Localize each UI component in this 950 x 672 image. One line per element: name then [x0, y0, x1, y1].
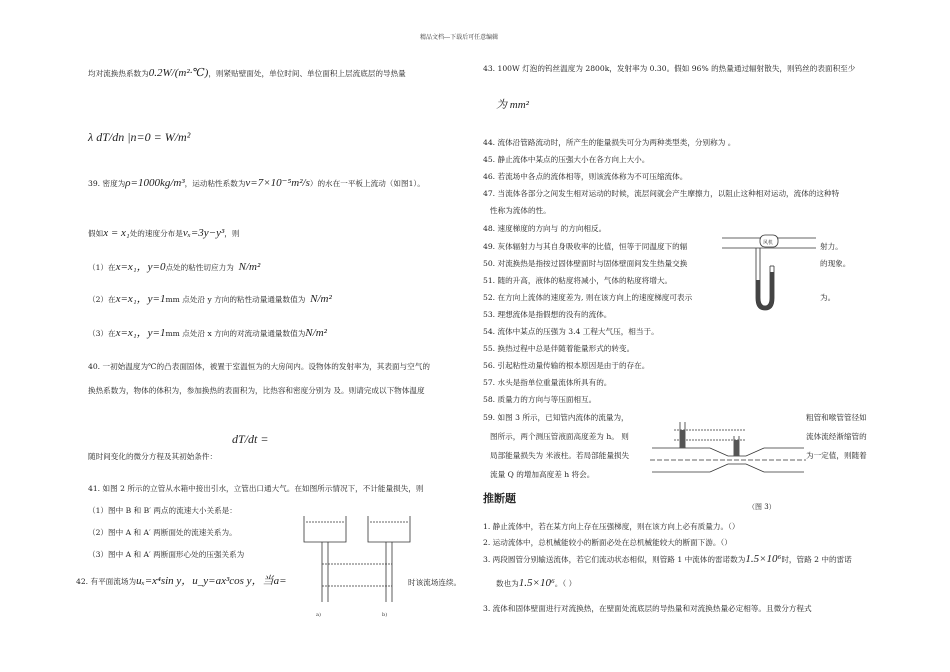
question-59-line4: 流量 Q 的增加高度差 h 将会。 [490, 470, 595, 479]
line-heat-coeff: 均对流换热系数为0.2W/(m²·℃)，则紧贴壁面处，单位时间、单位面积上层流底层的导热量 [88, 67, 406, 79]
fan-label: 风机 [763, 240, 774, 246]
question-40-line2: 换热系数为，物体的体积为，参加换热的表面积为，比热容和密度分别为 及。则请完成以下物体温度 [88, 386, 425, 395]
question-47-line1: 47. 当流体各部分之间发生相对运动的时候，流层间就会产生摩擦力，以阻止这种相对运动，流体的这种特 [483, 189, 840, 198]
figure-2a-label: a) [316, 612, 321, 618]
question-59-right2: 流体流经渐缩管的 [806, 432, 867, 441]
math-h-value: 0.2W/(m²·℃) [148, 67, 209, 79]
question-53: 53. 理想流体是指假想的没有的流体。 [483, 310, 612, 319]
question-41-sub2: （2）图中 A 和 A′ 两断面处的流速关系为。 [88, 528, 237, 537]
judge-3-line1: 3. 两段圆管分别输送流体，若它们流动状态相似，则管路 1 中流体的雷诺数为1.5×10⁶时，管路 2 中的雷诺 [483, 553, 852, 565]
section-heading-judgement: 推断题 [483, 492, 516, 505]
question-42-end: 时该流场连续。 [408, 578, 462, 587]
question-39-sub3: （3）在x=x₁，y=1mm 点处沿 x 方向的对流动量通量数值为N/m² [88, 327, 327, 339]
question-59-right3: 为一定值，则随着 [806, 451, 867, 460]
question-49-end: 射力。 [820, 242, 843, 251]
formula-heat-flux: λ dT/dn |n=0 = W/m² [88, 130, 191, 144]
figure-2-tanks [302, 506, 414, 618]
question-46: 46. 若流场中各点的流体相等，则该流体称为不可压缩流体。 [483, 172, 688, 181]
question-59-line1: 59. 如图 3 所示，已知管内流体的流量为， [483, 413, 629, 422]
figure-2b-label: b) [382, 612, 388, 618]
judge-1: 1. 静止流体中，若在某方向上存在压强梯度，则在该方向上必有质量力。（） [483, 522, 740, 531]
question-39-sub1: （1）在x=x₁，y=0点处的粘性切应力为 N/m² [88, 261, 261, 273]
question-55: 55. 换热过程中总是伴随着能量形式的转变。 [483, 344, 635, 353]
question-50-end: 的现象。 [820, 259, 851, 268]
question-42: 42. 有平面流场为uₓ=x⁴sin y，u_y=ax³cos y，当a= [76, 575, 287, 587]
question-50: 50. 对流换热是指按过固体壁面时与固体壁面间发生热量交换 [483, 259, 688, 268]
question-39-sub2: （2）在x=x₁，y=1mm 点处沿 y 方向的粘性动量通量数值为 N/m² [88, 293, 332, 305]
question-43-answer-unit: 为 mm² [496, 99, 529, 111]
question-40-line3: 随时间变化的微分方程及其初始条件： [88, 452, 218, 461]
question-43: 43. 100W 灯泡的钨丝温度为 2800k，发射率为 0.30。假如 96% 的热量通过辐射散失，则钨丝的表面积至少 [483, 64, 856, 73]
question-41: 41. 如图 2 所示的立管从水箱中接出引水，立管出口通大气。在如图所示情况下，不计能量损失，则 [88, 484, 424, 493]
question-41-sub1: （1）图中 B 和 B′ 两点的流速大小关系是： [88, 506, 237, 515]
question-58: 58. 质量力的方向与等压面相互。 [483, 395, 597, 404]
page-header: 精品文档---下载后可任意编辑 [420, 34, 499, 41]
question-48: 48. 速度梯度的方向与 的方向相反。 [483, 224, 607, 233]
question-59-line3: 局部能量损失为 米液柱。若局部能量损失 [490, 451, 630, 460]
judge-4: 3. 流体和固体壁面进行对流换热，在壁面处流底层的导热量和对流换热量必定相等。且微分方程式 [483, 604, 812, 613]
question-57: 57. 水头是指单位重量流体所具有的。 [483, 378, 612, 387]
question-40-line1: 40. 一初始温度为℃的凸表面固体，被置于室温恒为的大房间内。设物体的发射率为，其表面与空气的 [88, 362, 430, 371]
formula-dtdt: dT/dt = [232, 432, 269, 446]
figure-manometer [722, 232, 816, 316]
figure-3-caption: （图 3） [748, 503, 776, 511]
question-52: 52. 在方向上流体的速度差为, 则在该方向上的速度梯度可表示 [483, 293, 693, 302]
judge-2: 2. 运动流体中，总机械能较小的断面必处在总机械能较大的断面下游。（） [483, 538, 732, 547]
question-45: 45. 静止流体中某点的压强大小在各方向上大小。 [483, 155, 650, 164]
question-52-end: 为。 [820, 293, 836, 302]
judge-3-line2: 数也为1.5×10⁶。（ ） [496, 577, 577, 589]
question-39: 39. 密度为ρ=1000kg/m³，运动粘性系数为ν=7×10⁻⁵m²/s）的水在一平板上流动（如图1）。 [88, 177, 425, 189]
question-56: 56. 引起粘性动量传输的根本原因是由于的存在。 [483, 361, 650, 370]
question-47-line2: 性称为流体的性。 [490, 206, 551, 215]
question-51: 51. 随的升高，液体的粘度将减小，气体的粘度将增大。 [483, 276, 673, 285]
figure-3-venturi [650, 420, 806, 496]
question-41-sub3: （3）图中 A 和 A′ 两断面形心处的压强关系为 [88, 550, 245, 559]
question-59-line2: 图所示，两个测压管液面高度差为 h。 则 [490, 432, 629, 441]
question-44: 44. 流体沿管路流动时，所产生的能量损失可分为两种类型类，分别称为 。 [483, 138, 736, 147]
question-59-right1: 粗管和喉管管径如 [806, 413, 867, 422]
question-54: 54. 流体中某点的压强为 3.4 工程大气压，相当于。 [483, 327, 659, 336]
question-49: 49. 灰体辐射力与其自身吸收率的比值，恒等于同温度下的辐 [483, 242, 688, 251]
question-39-condition: 假如x = x₁处的速度分布是vₓ=3y−y³，则 [88, 227, 240, 239]
